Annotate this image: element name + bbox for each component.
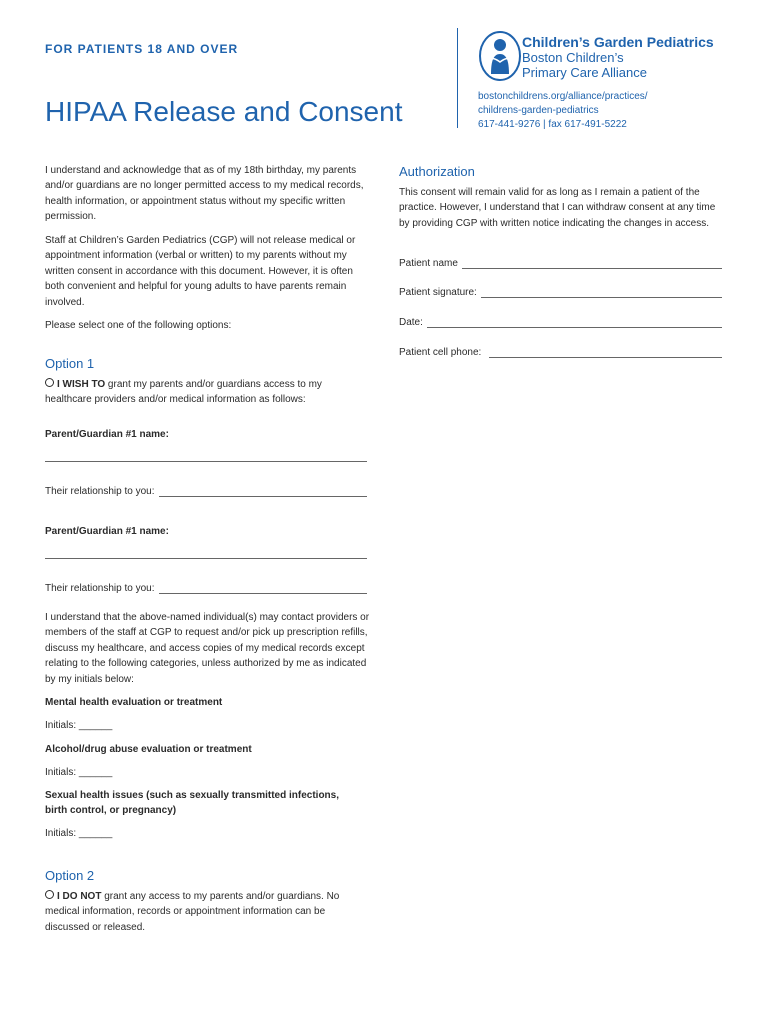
relationship2-field[interactable] <box>45 583 367 594</box>
guardian1-name-line[interactable] <box>45 461 367 462</box>
option1-text: grant my parents and/or guardians access to my healthcare providers and/or medical information as follows: <box>45 379 322 406</box>
relationship2-line[interactable] <box>159 583 367 594</box>
relationship2-label: Their relationship to you: <box>45 583 155 594</box>
initials-mental-health[interactable]: Initials: ______ <box>45 720 113 731</box>
option2-text: grant any access to my parents and/or guardians. No medical information, records or appointment information can be discussed or released. <box>45 891 340 933</box>
understand-paragraph: I understand that the above-named individual(s) may contact providers or members of the staff at CGP to request and/or pick up prescription refills, discuss my healthcare, and access copies of my medical records except relating to the following categories, unless authorized by me as indicated by my initials below: <box>45 612 370 685</box>
contact-block <box>478 90 648 132</box>
date-field[interactable] <box>399 317 722 328</box>
guardian2-label: Parent/Guardian #1 name: <box>45 526 169 537</box>
patient-signature-label: Patient signature: <box>399 287 477 298</box>
patient-name-line[interactable] <box>462 258 722 269</box>
patient-name-field[interactable] <box>399 258 722 269</box>
org-line2: Boston Children’s <box>522 50 624 65</box>
intro-paragraph-2: Staff at Children’s Garden Pediatrics (CGP) will not release medical or appointment information (verbal or written) to my parents without my written consent in accordance with this document. However, it is often both convenient and helpful for young adults to have parents remain involved. <box>45 235 356 308</box>
patient-cell-line[interactable] <box>489 347 722 358</box>
category-sexual-health-1: Sexual health issues (such as sexually transmitted infections, <box>45 790 339 801</box>
option2-choice[interactable] <box>45 889 365 935</box>
date-label: Date: <box>399 317 423 328</box>
patient-cell-label: Patient cell phone: <box>399 347 482 358</box>
option1-heading: Option 1 <box>45 356 95 371</box>
contact-phone: 617-441-9276 | fax 617-491-5222 <box>478 119 627 130</box>
patient-signature-line[interactable] <box>481 287 722 298</box>
option2-strong: I DO NOT <box>57 891 102 902</box>
option2-heading: Option 2 <box>45 868 95 883</box>
option1-radio[interactable] <box>45 378 54 387</box>
relationship1-field[interactable] <box>45 486 367 497</box>
contact-url-line2[interactable]: childrens-garden-pediatrics <box>478 105 599 116</box>
intro-paragraph-1: I understand and acknowledge that as of my 18th birthday, my parents and/or guardians are no longer permitted access to my medical records, health information, or appointment status without my specific written permission. <box>45 165 364 223</box>
page-title: HIPAA Release and Consent <box>45 96 403 127</box>
org-line3: Primary Care Alliance <box>522 65 647 80</box>
patient-name-label: Patient name <box>399 258 458 269</box>
relationship1-line[interactable] <box>159 486 367 497</box>
select-prompt: Please select one of the following options: <box>45 320 232 331</box>
authorization-text: This consent will remain valid for as long as I remain a patient of the practice. However, I understand that I can withdraw consent at any time by providing CGP with written notice indicating the changes in access. <box>399 187 716 229</box>
option2-radio[interactable] <box>45 890 54 899</box>
patient-cell-field[interactable] <box>399 347 722 358</box>
authorization-heading: Authorization <box>399 164 475 179</box>
initials-alcohol-drug[interactable]: Initials: ______ <box>45 767 113 778</box>
category-alcohol-drug: Alcohol/drug abuse evaluation or treatment <box>45 744 252 755</box>
initials-sexual-health[interactable]: Initials: ______ <box>45 828 113 839</box>
date-line[interactable] <box>427 317 722 328</box>
eyebrow-text: FOR PATIENTS 18 AND OVER <box>45 42 239 56</box>
child-silhouette-logo-icon <box>478 30 522 82</box>
guardian2-name-line[interactable] <box>45 558 367 559</box>
option1-choice[interactable] <box>45 377 365 408</box>
category-sexual-health-2: birth control, or pregnancy) <box>45 805 177 816</box>
option1-strong: I WISH TO <box>57 379 106 390</box>
relationship1-label: Their relationship to you: <box>45 486 155 497</box>
contact-url-line1[interactable]: bostonchildrens.org/alliance/practices/ <box>478 91 648 102</box>
patient-signature-field[interactable] <box>399 287 722 298</box>
category-mental-health: Mental health evaluation or treatment <box>45 697 223 708</box>
header-divider <box>457 28 458 128</box>
org-name: Children’s Garden Pediatrics <box>522 34 714 50</box>
guardian1-label: Parent/Guardian #1 name: <box>45 429 169 440</box>
